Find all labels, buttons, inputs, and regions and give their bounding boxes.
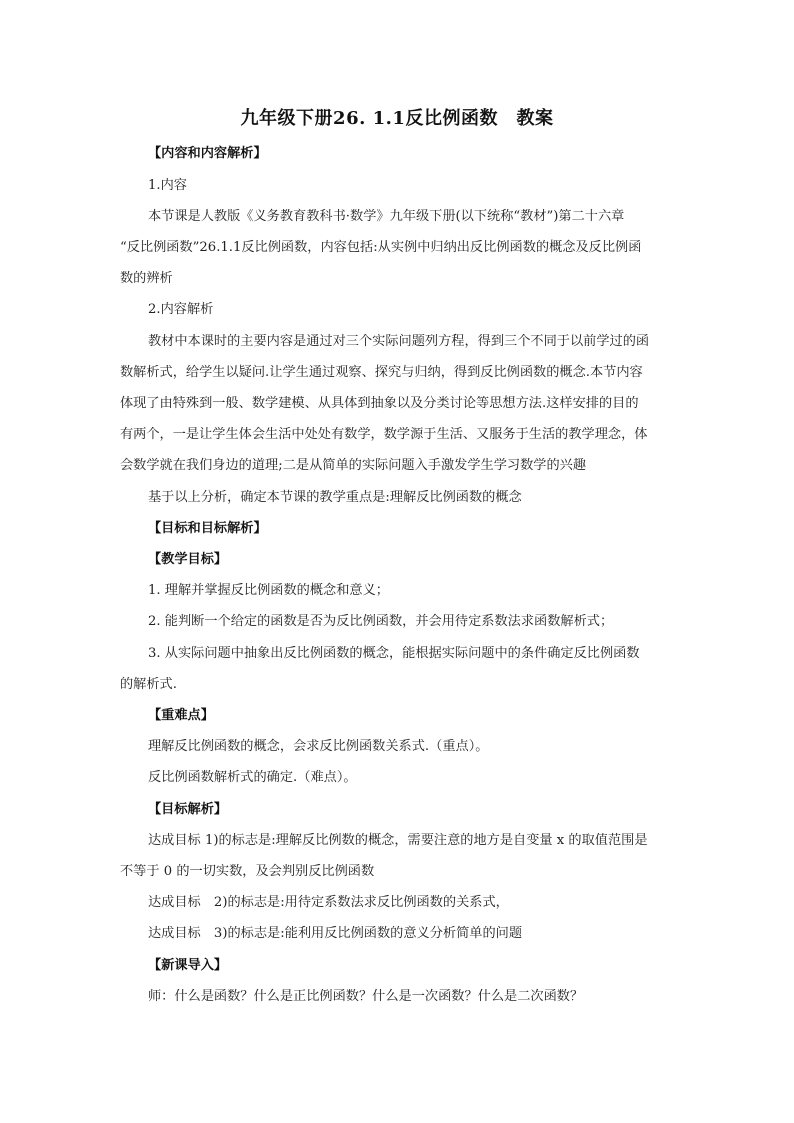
- paragraph-line: “反比例函数”26.1.1反比例函数，内容包括:从实例中归纳出反比例函数的概念及反比例函: [120, 240, 642, 255]
- paragraph-line: 理解反比例函数的概念，会求反比例函数关系式.（重点）。: [148, 739, 489, 754]
- subheading: 2.内容解析: [148, 302, 214, 317]
- paragraph-line: 会数学就在我们身边的道理;二是从简单的实际问题入手激发学生学习数学的兴趣: [120, 458, 587, 473]
- paragraph-line: 师：什么是函数？什么是正比例函数？什么是一次函数？什么是二次函数？: [148, 989, 584, 1004]
- paragraph-line: 达成目标 3)的标志是:能利用反比例函数的意义分析简单的问题: [148, 926, 523, 941]
- list-item-continuation: 的解析式.: [120, 677, 177, 692]
- paragraph-line: 基于以上分析，确定本节课的教学重点是:理解反比例函数的概念: [148, 490, 522, 505]
- paragraph-line: 达成目标 1)的标志是:理解反比例数的概念，需要注意的地方是自变量 x 的取值范围是: [148, 833, 648, 848]
- paragraph-line: 教材中本课时的主要内容是通过对三个实际问题列方程，得到三个不同于以前学过的函: [148, 334, 650, 349]
- list-item: 2. 能判断一个给定的函数是否为反比例函数，并会用待定系数法求函数解析式；: [148, 614, 614, 629]
- section-heading: 【教学目标】: [148, 552, 228, 567]
- paragraph-line: 反比例函数解析式的确定.（难点）。: [148, 770, 357, 785]
- paragraph-line: 不等于 0 的一切实数，及会判别反比例函数: [120, 864, 375, 879]
- paragraph-line: 有两个，一是让学生体会生活中处处有数学，数学源于生活、又服务于生活的教学理念，体: [120, 427, 648, 442]
- paragraph-line: 达成目标 2)的标志是:用待定系数法求反比例函数的关系式，: [148, 895, 509, 910]
- paragraph-line: 数的辨析: [120, 271, 173, 286]
- section-heading: 【新课导入】: [148, 958, 228, 973]
- section-heading: 【目标和目标解析】: [148, 521, 267, 536]
- subheading: 1.内容: [148, 178, 187, 193]
- list-item: 3. 从实际问题中抽象出反比例函数的概念，能根据实际问题中的条件确定反比例函数: [148, 646, 640, 661]
- document-title: 九年级下册26. 1.1反比例函数 教案: [240, 108, 554, 129]
- paragraph-line: 数解析式，给学生以疑问.让学生通过观察、探究与归纳，得到反比例函数的概念.本节内容: [120, 365, 643, 380]
- section-heading: 【目标解析】: [148, 802, 228, 817]
- list-item: 1. 理解并掌握反比例函数的概念和意义；: [148, 583, 389, 598]
- section-heading: 【内容和内容解析】: [148, 146, 267, 161]
- paragraph-line: 体现了由特殊到一般、数学建模、从具体到抽象以及分类讨论等思想方法.这样安排的目的: [120, 396, 639, 411]
- paragraph-line: 本节课是人教版《义务教育教科书·数学》九年级下册(以下统称“教材”)第二十六章: [148, 209, 625, 224]
- section-heading: 【重难点】: [148, 708, 214, 723]
